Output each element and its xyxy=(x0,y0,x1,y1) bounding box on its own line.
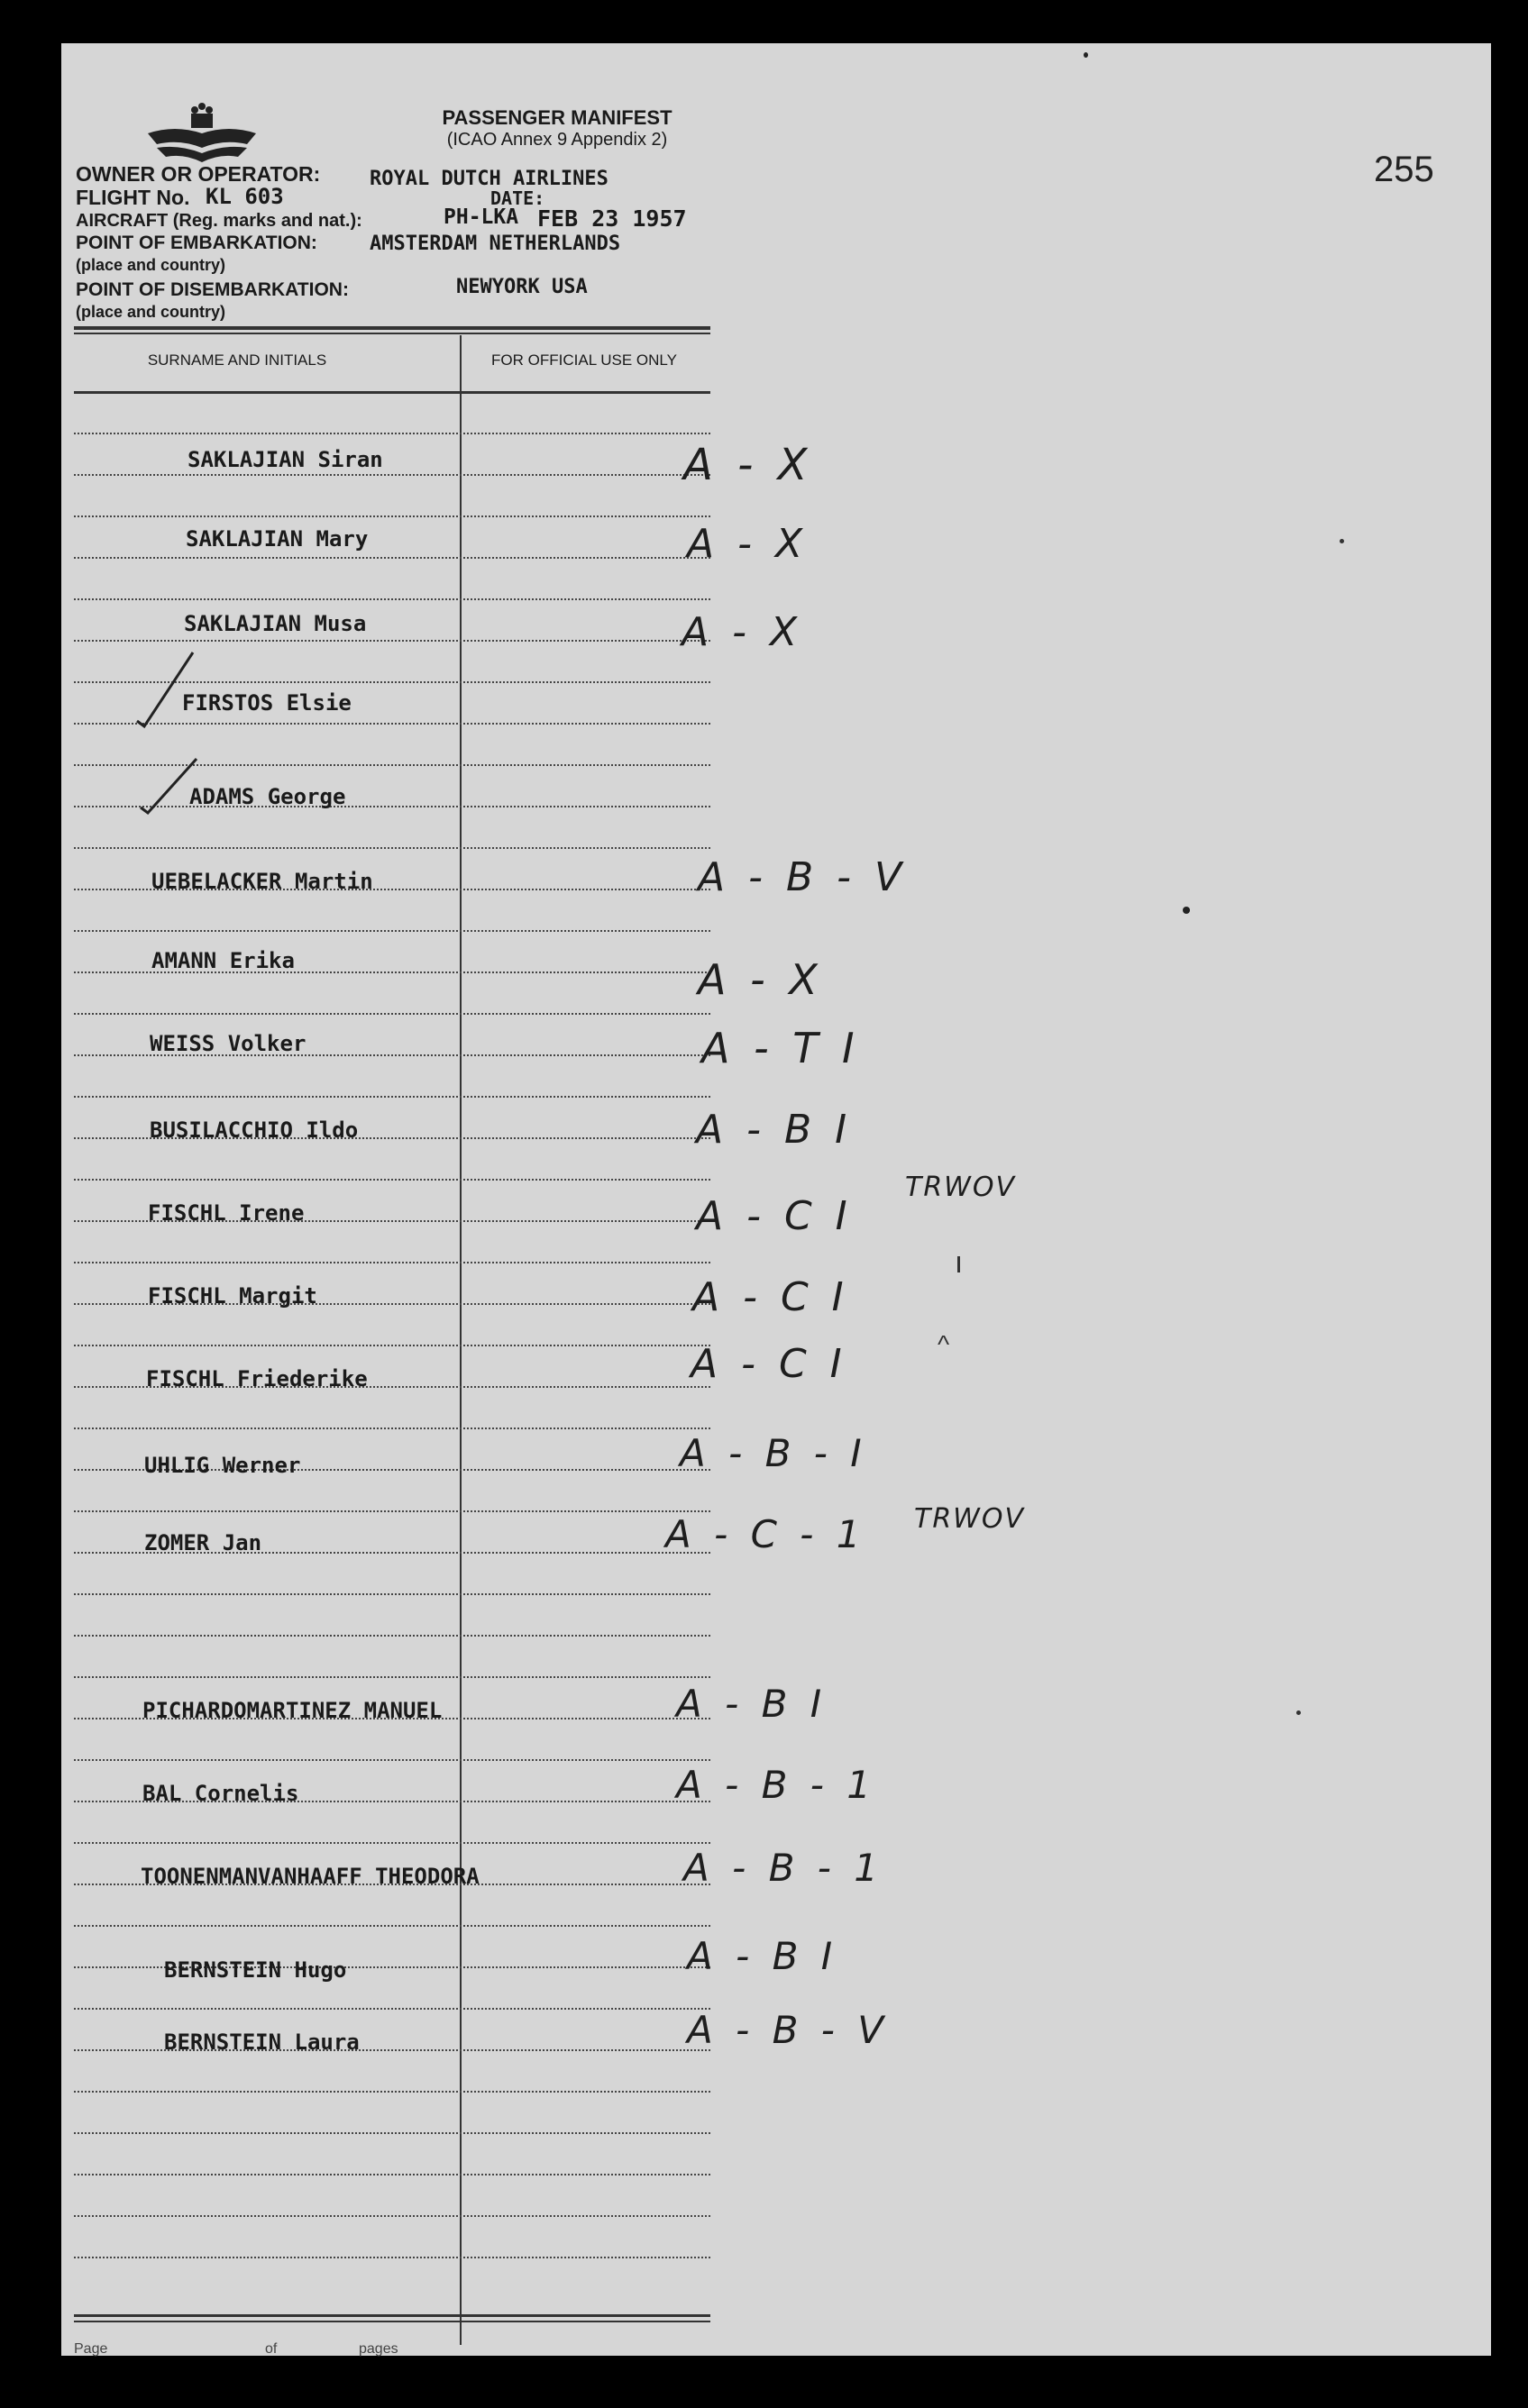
ruling-line xyxy=(74,1427,710,1429)
ruling-line xyxy=(74,1262,710,1263)
ruling-line xyxy=(74,1759,710,1761)
annotation-trwov: TRWOV xyxy=(914,1503,1025,1535)
header-rule-2 xyxy=(74,333,710,334)
passenger-name: FISCHL Margit xyxy=(148,1283,317,1309)
ruling-line xyxy=(74,847,710,849)
ruling-line xyxy=(74,1179,710,1181)
column-header-official: FOR OFFICIAL USE ONLY xyxy=(491,351,677,369)
passenger-name: ZOMER Jan xyxy=(144,1530,262,1555)
ruling-line xyxy=(74,515,710,517)
ruling-line xyxy=(74,557,710,559)
official-mark: A - C I xyxy=(692,1274,849,1320)
ruling-line xyxy=(74,930,710,932)
disembark-value: NEWYORK USA xyxy=(456,276,588,298)
ditto-mark-icon: ^ xyxy=(938,1330,950,1358)
ruling-line xyxy=(74,2174,710,2175)
passenger-name: WEISS Volker xyxy=(150,1031,307,1056)
manifest-title: PASSENGER MANIFEST xyxy=(442,106,673,129)
date-label: DATE: xyxy=(490,187,545,209)
official-mark: A - C - 1 xyxy=(665,1512,866,1556)
flight-label: FLIGHT No. xyxy=(76,186,190,209)
ruling-line xyxy=(74,1096,710,1098)
official-mark: A - X xyxy=(698,955,823,1004)
flight-value: KL 603 xyxy=(206,184,284,209)
official-mark: A - X xyxy=(683,440,813,490)
date-value: FEB 23 1957 xyxy=(537,205,687,232)
disembark-place-hint: (place and country) xyxy=(76,303,226,321)
ruling-line xyxy=(74,1842,710,1844)
passenger-name: BERNSTEIN Hugo xyxy=(164,1957,347,1983)
ruling-line xyxy=(74,1510,710,1512)
passenger-name: PICHARDOMARTINEZ MANUEL xyxy=(142,1698,443,1723)
passenger-name: TOONENMANVANHAAFF THEODORA xyxy=(141,1864,480,1889)
ruling-line xyxy=(74,2215,710,2217)
ruling-line xyxy=(74,1676,710,1678)
passenger-name: AMANN Erika xyxy=(151,948,295,973)
manifest-subtitle: (ICAO Annex 9 Appendix 2) xyxy=(446,130,668,150)
speck xyxy=(1084,52,1088,58)
official-mark: A - B - V xyxy=(698,854,908,900)
page-number: 255 xyxy=(1374,150,1434,189)
ruling-line xyxy=(74,1635,710,1637)
ruling-line xyxy=(74,2257,710,2258)
ruling-line xyxy=(74,474,710,476)
footer-rule-2 xyxy=(74,2321,710,2322)
embark-label: POINT OF EMBARKATION: xyxy=(76,233,317,253)
column-divider xyxy=(460,335,462,2345)
passenger-name: SAKLAJIAN Mary xyxy=(186,526,369,552)
official-mark: A - B I xyxy=(676,1682,828,1726)
ruling-line xyxy=(74,640,710,642)
ruling-line xyxy=(74,598,710,600)
footer-page-label: Page xyxy=(74,2341,108,2357)
ruling-line xyxy=(74,2008,710,2010)
ruling-line xyxy=(74,433,710,434)
official-mark: A - X xyxy=(682,609,803,655)
manifest-sheet xyxy=(61,43,1491,2356)
speck xyxy=(1183,907,1190,914)
official-mark: A - B I xyxy=(696,1107,853,1153)
footer-pages-label: pages xyxy=(359,2341,398,2357)
passenger-name: UHLIG Werner xyxy=(144,1453,301,1478)
ditto-mark-icon xyxy=(957,1256,960,1272)
check-mark-icon xyxy=(137,755,200,818)
speck xyxy=(1296,1710,1301,1715)
official-mark: A - X xyxy=(687,521,809,567)
official-mark: A - B - 1 xyxy=(683,1846,883,1890)
passenger-name: FISCHL Irene xyxy=(148,1200,305,1226)
owner-label: OWNER OR OPERATOR: xyxy=(76,162,321,186)
ruling-line xyxy=(74,1925,710,1927)
ruling-line xyxy=(74,1345,710,1346)
owner-value: ROYAL DUTCH AIRLINES xyxy=(370,168,608,190)
footer-rule-1 xyxy=(74,2314,710,2317)
passenger-name: ADAMS George xyxy=(189,784,346,809)
official-mark: A - B - I xyxy=(680,1431,867,1475)
passenger-name: UEBELACKER Martin xyxy=(151,869,373,894)
official-mark: A - C I xyxy=(696,1193,853,1239)
annotation-trwov: TRWOV xyxy=(905,1172,1016,1203)
ruling-line xyxy=(74,2132,710,2134)
aircraft-label: AIRCRAFT (Reg. marks and nat.): xyxy=(76,211,362,231)
official-mark: A - C I xyxy=(691,1341,847,1387)
column-header-rule xyxy=(74,391,710,394)
passenger-name: FISCHL Friederike xyxy=(146,1366,368,1391)
official-mark: A - B I xyxy=(687,1934,838,1978)
header-rule-1 xyxy=(74,326,710,330)
passenger-name: SAKLAJIAN Siran xyxy=(188,447,383,472)
passenger-name: BUSILACCHIO Ildo xyxy=(150,1117,359,1143)
official-mark: A - T I xyxy=(701,1024,860,1072)
ruling-line xyxy=(74,1593,710,1595)
aircraft-value: PH-LKA xyxy=(444,205,519,229)
disembark-label: POINT OF DISEMBARKATION: xyxy=(76,279,349,300)
passenger-name: SAKLAJIAN Musa xyxy=(184,611,367,636)
official-mark: A - B - 1 xyxy=(676,1763,876,1807)
ruling-line xyxy=(74,1013,710,1015)
column-header-surname: SURNAME AND INITIALS xyxy=(147,351,327,369)
check-mark-icon xyxy=(133,649,197,730)
embark-place-hint: (place and country) xyxy=(76,256,226,274)
passenger-name: FIRSTOS Elsie xyxy=(182,690,352,716)
footer-of-label: of xyxy=(265,2341,278,2357)
embark-value: AMSTERDAM NETHERLANDS xyxy=(370,233,621,255)
official-mark: A - B - V xyxy=(687,2008,889,2052)
ruling-line xyxy=(74,2091,710,2093)
speck xyxy=(1340,539,1344,543)
passenger-name: BERNSTEIN Laura xyxy=(164,2029,360,2055)
passenger-name: BAL Cornelis xyxy=(142,1781,299,1806)
